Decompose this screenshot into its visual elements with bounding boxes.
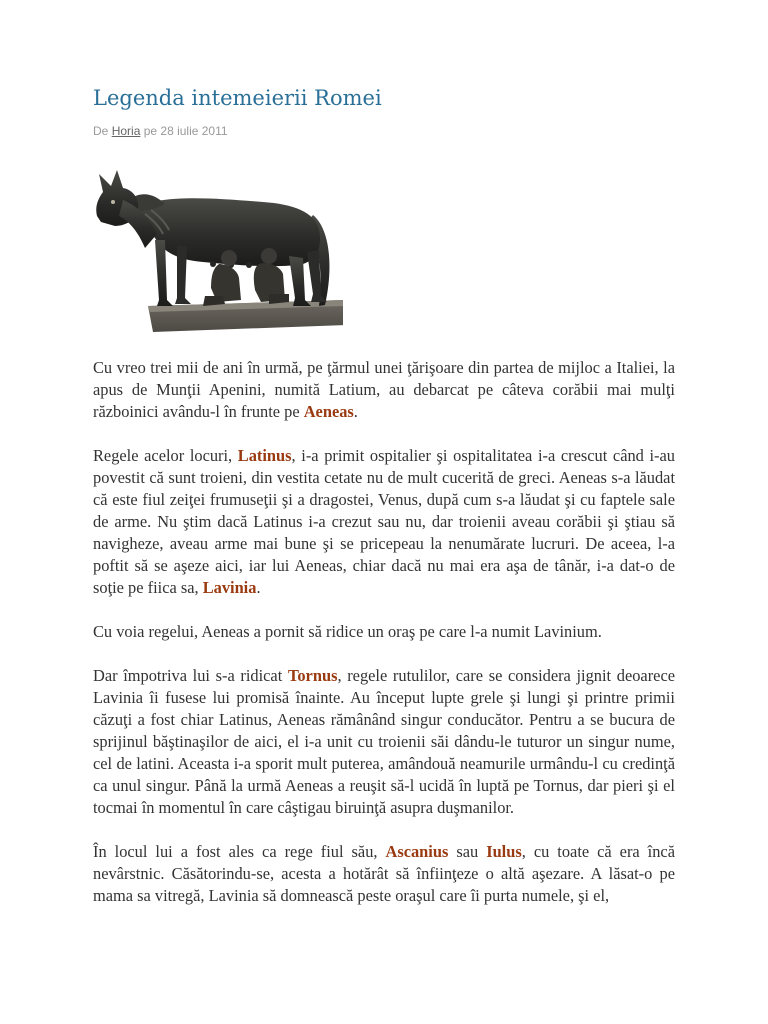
byline-date: pe 28 iulie 2011 <box>143 124 228 138</box>
she-wolf-statue-image <box>93 160 343 336</box>
paragraph-text: Cu vreo trei mii de ani în urmă, pe ţărmul unei ţărişoare din partea de mijloc a Italiei, la apus de Munţii Apenini, numită Latium, au debarcat pe câteva corăbii mai mulţi războinici avându-l în frunte pe <box>93 358 675 421</box>
paragraph <box>93 445 675 599</box>
paragraph-text: , i-a primit ospitalier şi ospitalitatea i-a crescut când i-au povestit că sunt troieni, din vestita cetate nu de mult cucerită de greci. Aeneas s-a lăudat că este fiul zeiţei frumuseţii şi a dragostei, Venus, după cum s-a lăudat şi cu faptele sale de arme. Nu ştim dacă Latinus i-a crezut sau nu, dar troienii aveau corăbii şi ştiau să navigheze, aveau arme mai bune şi se pricepeau la nenumărate lucruri. De aceea, l-a poftit să se aşeze aici, iar lui Aeneas, chiar dacă nu mai era aşa de tânăr, i-a dat-o de soţie pe fiica sa, <box>93 446 675 597</box>
highlighted-name: Latinus <box>237 446 292 465</box>
paragraph <box>93 665 675 819</box>
paragraph <box>93 841 675 907</box>
paragraph-text: Regele acelor locuri, <box>93 446 238 465</box>
highlighted-name: Lavinia <box>202 578 257 597</box>
paragraph-text: sau <box>448 842 487 861</box>
paragraph-text: , regele rutulilor, care se considera jignit deoarece Lavinia îi fusese lui promisă înainte. Au început lupte grele şi lungi şi printre primii căzuţi a fost chiar Latinus, Aeneas rămânând singur conducător. Pentru a se bucura de sprijinul băştinaşilor de aici, el i-a unit cu troienii săi dându-le tuturor un singur nume, cel de latini. Aceasta i-a sporit mult puterea, amândouă neamurile urmându-l cu credinţă ca unul singur. Până la urmă Aeneas a reuşit să-l ucidă în luptă pe Tornus, dar pieri şi el tocmai în momentul în care câştigau biruinţă asupra duşmanilor. <box>93 666 675 817</box>
author-link[interactable]: Horia <box>111 124 141 138</box>
paragraph-text: , cu toate că era încă nevârstnic. Căsătorindu-se, acesta a hotărât să înfiinţeze o altă aşezare. A lăsat-o pe mama sa vitregă, Lavinia să domnească peste oraşul care îi purta numele, şi el, <box>93 842 675 905</box>
highlighted-name: Aeneas <box>303 402 354 421</box>
paragraph-text: Dar împotriva lui s-a ridicat <box>93 666 288 685</box>
paragraph-text: . <box>256 578 261 597</box>
paragraph <box>93 357 675 423</box>
byline-prefix: De <box>93 124 109 138</box>
highlighted-name: Ascanius <box>385 842 449 861</box>
paragraph-text: . <box>353 402 358 421</box>
paragraph-text: În locul lui a fost ales ca rege fiul său, <box>93 842 386 861</box>
article-body <box>93 357 675 929</box>
highlighted-name: Iulus <box>486 842 522 861</box>
page-title: Legenda intemeierii Romei <box>93 86 382 110</box>
highlighted-name: Tornus <box>287 666 338 685</box>
paragraph <box>93 621 675 643</box>
byline <box>93 124 228 138</box>
paragraph-text: Cu voia regelui, Aeneas a pornit să ridice un oraş pe care l-a numit Lavinium. <box>93 622 602 641</box>
